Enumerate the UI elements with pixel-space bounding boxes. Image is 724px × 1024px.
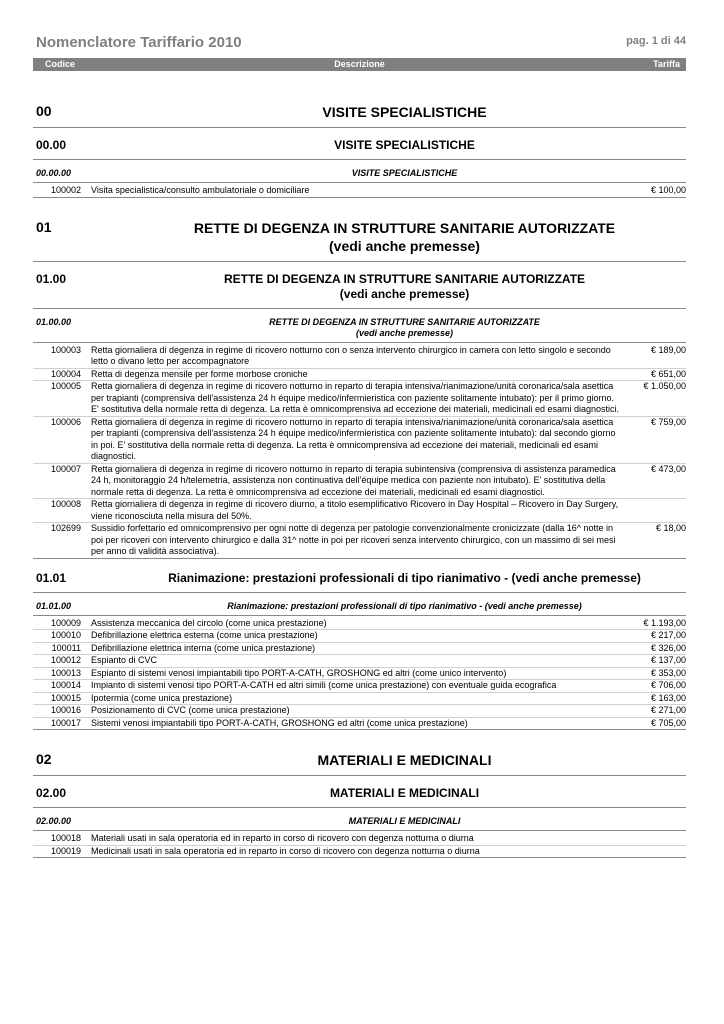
item-code: 100016 <box>50 705 81 715</box>
table-row <box>33 345 686 369</box>
item-code: 100010 <box>50 630 81 640</box>
table-row <box>33 369 686 382</box>
item-description: Impianto di sistemi venosi tipo PORT-A-CATH ed altri simili (come unica prestazione) con eventuale guida ecografica <box>91 680 557 690</box>
item-description: Defibrillazione elettrica interna (come unica prestazione) <box>91 642 316 653</box>
item-code: 100009 <box>50 617 81 628</box>
section-code: 02 <box>36 751 52 767</box>
item-tariff: € 271,00 <box>650 705 686 715</box>
section-heading <box>33 213 686 262</box>
category-code: 02.00.00 <box>36 816 72 826</box>
item-description: Retta giornaliera di degenza in regime di ricovero notturno in reparto di terapia intensiva/rianimazione/unità coronarica/sala asettica per trapianti (comprensiva dell'assistenza 24 h équipe medico/infermieristica con paziente solitamente intubato): per il primo giorno. E' sostitutiva della normale retta di degenza. La retta è omnicomprensiva ad eccezione dei materiali, medicinali ed esami diagnostici. <box>91 381 619 414</box>
item-code: 100015 <box>50 692 81 703</box>
item-tariff: € 651,00 <box>650 368 686 379</box>
section-title: MATERIALI E MEDICINALI <box>317 752 492 768</box>
category-heading <box>33 162 686 183</box>
subsection-code: 01.00 <box>36 271 67 286</box>
category-code: 01.00.00 <box>36 316 72 327</box>
item-code: 100011 <box>51 642 81 653</box>
section-subtitle: (vedi anche premesse) <box>329 237 480 254</box>
item-code: 100014 <box>50 680 81 690</box>
item-code: 100004 <box>50 368 81 379</box>
table-row <box>33 464 686 500</box>
document-header <box>33 0 686 58</box>
subsection-title: VISITE SPECIALISTICHE <box>334 138 475 152</box>
item-tariff: € 18,00 <box>655 523 686 533</box>
item-description: Retta giornaliera di degenza in regime di ricovero diurno, a titolo esemplificativo Ricovero in Day Hospital – Ricovero in Day Surgery, viene riconosciuta nella misura del 50%. <box>91 499 619 521</box>
item-code: 100019 <box>50 845 81 856</box>
item-tariff: € 326,00 <box>650 642 686 653</box>
table-row <box>33 618 686 631</box>
section-title <box>33 219 686 255</box>
item-description: Assistenza meccanica del circolo (come unica prestazione) <box>91 617 327 628</box>
item-code: 100017 <box>50 717 81 728</box>
table-row <box>33 680 686 693</box>
column-header-code: Codice <box>45 59 76 69</box>
table-row <box>33 381 686 417</box>
category-title: MATERIALI E MEDICINALI <box>348 816 461 826</box>
item-code: 100012 <box>50 655 81 665</box>
item-tariff: € 1.050,00 <box>643 381 686 391</box>
subsection-heading <box>33 132 686 160</box>
category-code: 01.01.00 <box>36 600 72 611</box>
item-code: 100002 <box>50 185 81 195</box>
item-code: 100007 <box>50 463 81 474</box>
column-header-bar <box>33 58 686 71</box>
subsection-title: MATERIALI E MEDICINALI <box>329 786 480 800</box>
column-header-description: Descrizione <box>334 59 385 69</box>
item-tariff: € 163,00 <box>650 692 686 703</box>
item-tariff: € 759,00 <box>650 416 686 427</box>
item-tariff: € 706,00 <box>650 680 686 690</box>
item-code: 100003 <box>50 344 81 355</box>
item-tariff: € 353,00 <box>650 667 686 678</box>
table-row <box>33 643 686 656</box>
section-title-line: RETTE DI DEGENZA IN STRUTTURE SANITARIE AUTORIZZATE <box>193 219 616 236</box>
table-row <box>33 630 686 643</box>
table-row <box>33 705 686 718</box>
item-description: Espianto di sistemi venosi impiantabili tipo PORT-A-CATH, GROSHONG ed altri (come unico intervento) <box>91 667 507 678</box>
subsection-title-line: RETTE DI DEGENZA IN STRUTTURE SANITARIE AUTORIZZATE <box>223 271 586 286</box>
table-row <box>33 718 686 730</box>
item-code: 100008 <box>50 499 81 509</box>
item-tariff <box>626 846 686 858</box>
item-table <box>33 345 686 559</box>
table-row <box>33 668 686 681</box>
table-row <box>33 833 686 846</box>
item-description: Retta giornaliera di degenza in regime di ricovero notturno in reparto di terapia subintensiva (comprensiva di assistenza paramedica 24 h, monitoraggio 24 h/telemetria, assistenza non continuativa dell'équipe medica con paziente non intubato). E' sostitutiva della normale retta di degenza. La retta è omnicomprensiva ad eccezione dei materiali, medicinali ed esami diagnostici. <box>91 463 616 497</box>
item-tariff <box>626 499 686 522</box>
item-tariff: € 100,00 <box>650 185 686 195</box>
column-header-tariff: Tariffa <box>653 59 680 69</box>
category-heading <box>33 810 686 831</box>
item-tariff: € 1.193,00 <box>643 617 686 628</box>
subsection-heading <box>33 266 686 309</box>
item-description: Retta giornaliera di degenza in regime di ricovero notturno in reparto di terapia intensiva/rianimazione/unità coronarica/sala asettica per trapianti (comprensiva dell'assistenza 24 h équipe medico/infermieristica con paziente solitamente intubato): dal secondo giorno in poi. E' sostitutiva della normale retta di degenza. La retta è omnicomprensiva ad eccezione dei materiali, medicinali ed esami diagnostici. <box>91 416 616 461</box>
table-row <box>33 523 686 558</box>
category-subtitle: (vedi anche premesse) <box>355 327 454 338</box>
item-description: Retta giornaliera di degenza in regime di ricovero notturno con o senza intervento chirurgico in camera con letto singolo e secondo letto o divano letto per accompagnatore <box>91 344 611 366</box>
item-description: Medicinali usati in sala operatoria ed in reparto in corso di ricovero con degenza notturna o diurna <box>91 845 480 856</box>
category-title <box>33 317 686 339</box>
item-description: Visita specialistica/consulto ambulatoriale o domiciliare <box>91 185 310 195</box>
section-title: VISITE SPECIALISTICHE <box>322 104 487 120</box>
subsection-code: 00.00 <box>36 138 67 152</box>
table-row <box>33 499 686 523</box>
item-description: Ipotermia (come unica prestazione) <box>91 692 233 703</box>
item-tariff: € 189,00 <box>650 344 686 355</box>
subsection-heading <box>33 780 686 808</box>
section-code: 01 <box>36 218 52 235</box>
item-table <box>33 185 686 198</box>
table-row <box>33 846 686 858</box>
item-tariff: € 705,00 <box>650 717 686 728</box>
item-code: 100013 <box>50 667 81 678</box>
table-row <box>33 655 686 668</box>
item-code: 100006 <box>50 416 81 427</box>
category-title: Rianimazione: prestazioni professionali di tipo rianimativo - (vedi anche premesse) <box>227 600 582 611</box>
item-tariff: € 473,00 <box>650 463 686 474</box>
item-table <box>33 833 686 858</box>
item-code: 102699 <box>50 523 81 533</box>
item-description: Defibrillazione elettrica esterna (come unica prestazione) <box>91 630 318 640</box>
category-code: 00.00.00 <box>36 168 72 178</box>
category-title: VISITE SPECIALISTICHE <box>351 168 458 178</box>
subsection-title: Rianimazione: prestazioni professionali di tipo rianimativo - (vedi anche premesse) <box>168 570 641 585</box>
section-heading <box>33 97 686 128</box>
item-table <box>33 618 686 731</box>
category-title-line: RETTE DI DEGENZA IN STRUTTURE SANITARIE AUTORIZZATE <box>269 316 540 327</box>
document-page <box>33 0 686 858</box>
item-description: Retta di degenza mensile per forme morbose croniche <box>91 368 308 379</box>
item-description: Sistemi venosi impiantabili tipo PORT-A-CATH, GROSHONG ed altri (come unica prestazione) <box>91 717 468 728</box>
subsection-subtitle: (vedi anche premesse) <box>339 286 470 301</box>
item-description: Posizionamento di CVC (come unica prestazione) <box>91 705 290 715</box>
item-tariff <box>626 833 686 845</box>
item-code: 100018 <box>50 833 81 843</box>
category-heading <box>33 311 686 343</box>
item-tariff: € 217,00 <box>650 630 686 640</box>
item-description: Materiali usati in sala operatoria ed in reparto in corso di ricovero con degenza notturna o diurna <box>91 833 474 843</box>
category-heading <box>33 595 686 616</box>
section-code: 00 <box>36 103 52 119</box>
page-number: pag. 1 di 44 <box>626 35 686 47</box>
item-code: 100005 <box>50 381 81 391</box>
document-title: Nomenclatore Tariffario 2010 <box>36 34 242 51</box>
table-row <box>33 185 686 197</box>
table-row <box>33 693 686 706</box>
item-description: Espianto di CVC <box>91 655 158 665</box>
subsection-title <box>33 272 686 302</box>
subsection-code: 01.01 <box>36 570 67 585</box>
subsection-code: 02.00 <box>36 786 67 800</box>
table-row <box>33 417 686 464</box>
item-description: Sussidio forfettario ed omnicomprensivo per ogni notte di degenza per patologie convenzionalmente cronicizzate (dalla 16^ notte in poi per ricoveri con intervento chirurgico e dalla 31^ notte in poi per ricoveri senza intervento chirurgico, con un massimo di sei mesi per anno di validità associativa). <box>91 523 616 556</box>
item-tariff: € 137,00 <box>650 655 686 665</box>
section-heading <box>33 745 686 776</box>
subsection-heading <box>33 565 686 593</box>
